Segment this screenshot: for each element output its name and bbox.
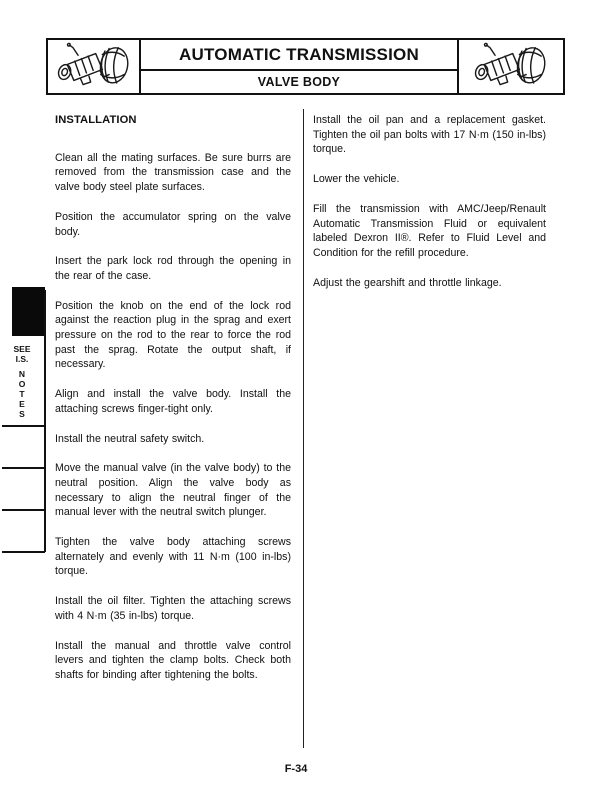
- margin-tick-line: [2, 467, 45, 469]
- margin-note-letter: N: [18, 369, 26, 379]
- instruction-paragraph: Fill the transmission with AMC/Jeep/Renault Automatic Transmission Fluid or equivalent labeled Dexron II®. Refer to Fluid Level and Condition for the refill procedure.: [313, 202, 546, 259]
- instruction-paragraph: Install the oil pan and a replacement gasket. Tighten the oil pan bolts with 17 N·m (150 in-lbs) torque.: [313, 114, 546, 156]
- instruction-paragraph: Install the oil filter. Tighten the attaching screws with 4 N·m (35 in-lbs) torque.: [55, 595, 291, 622]
- transmission-icon: [51, 41, 137, 93]
- instruction-paragraph: Lower the vehicle.: [313, 173, 400, 186]
- page-subtitle: VALVE BODY: [141, 69, 457, 93]
- header-left-illustration-cell: [48, 40, 139, 93]
- instruction-paragraph: Move the manual valve (in the valve body) to the neutral position. Align the valve body as necessary to align the neutral finger of the manual lever with the neutral switch plunger.: [55, 462, 291, 519]
- instruction-paragraph: Position the accumulator spring on the valve body.: [55, 210, 291, 238]
- margin-note-letter: S: [19, 409, 25, 419]
- instruction-paragraph: Install the manual and throttle valve control levers and tighten the clamp bolts. Check both shafts for binding after tightening the bolts.: [55, 639, 291, 681]
- instruction-paragraph: Tighten the valve body attaching screws alternately and evenly with 11 N·m (100 in-lbs) torque.: [55, 536, 291, 578]
- header-title-block: [139, 40, 459, 93]
- margin-tick-line: [2, 425, 45, 427]
- margin-tick-line: [2, 509, 45, 511]
- margin-vertical-rule: [44, 290, 46, 552]
- instruction-paragraph: Clean all the mating surfaces. Be sure burrs are removed from the transmission case and the valve body steel plate surfaces.: [55, 151, 291, 194]
- right-column-paragraphs: [313, 113, 546, 290]
- section-heading-installation: INSTALLATION: [55, 114, 137, 126]
- instruction-paragraph: Align and install the valve body. Install the attaching screws finger-tight only.: [55, 388, 291, 415]
- transmission-icon: [468, 41, 554, 93]
- instruction-paragraph: Position the knob on the end of the lock rod against the reaction plug in the sprag and exert pressure on the rod to the rear to force the rod past the sprag. Rotate the output shaft, if necessary.: [55, 299, 291, 371]
- margin-black-marker: [12, 287, 45, 336]
- margin-notes-vertical-word: [0, 369, 44, 419]
- margin-note-letter: E: [19, 399, 25, 409]
- instruction-paragraph: Insert the park lock rod through the opening in the rear of the case.: [55, 255, 291, 282]
- margin-label-is: I.S.: [15, 353, 29, 364]
- instruction-paragraph: Adjust the gearshift and throttle linkage.: [313, 276, 502, 289]
- instruction-paragraph: Install the neutral safety switch.: [55, 432, 205, 445]
- left-column: [55, 113, 291, 698]
- page-header-banner: [46, 38, 565, 95]
- margin-see-is-label: [0, 345, 44, 364]
- right-column: [313, 113, 546, 305]
- margin-tick-line: [2, 551, 45, 553]
- column-divider-rule: [303, 109, 304, 748]
- margin-label-see: SEE: [13, 344, 31, 354]
- margin-note-letter: T: [19, 389, 25, 399]
- header-right-illustration-cell: [459, 40, 563, 93]
- margin-note-letter: O: [18, 379, 26, 389]
- page-number: F-34: [284, 763, 308, 775]
- page-title: AUTOMATIC TRANSMISSION: [179, 44, 419, 64]
- left-column-paragraphs: [55, 151, 291, 683]
